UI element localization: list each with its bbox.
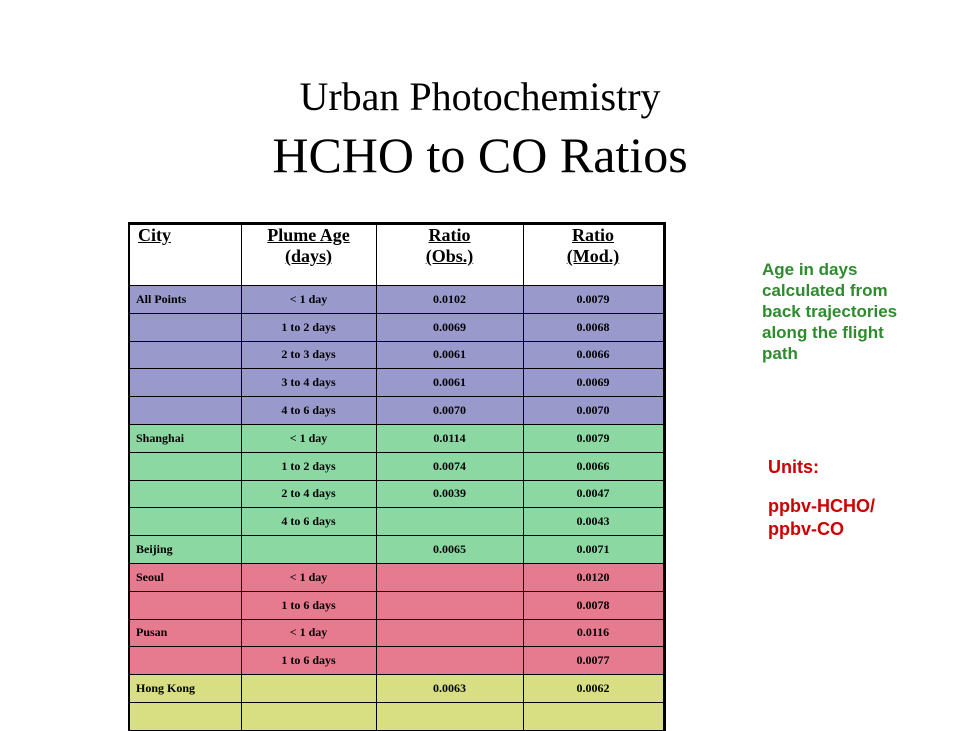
- table-row: [129, 675, 664, 703]
- header-plume-age-line-1: Plume Age: [267, 225, 350, 245]
- cell-plume-age: [241, 536, 376, 564]
- header-ratio-mod: [523, 224, 664, 286]
- units-value-line-1: ppbv-HCHO/: [768, 496, 875, 516]
- cell-ratio-mod: 0.0068: [523, 313, 664, 341]
- cell-ratio-mod: 0.0071: [523, 536, 664, 564]
- table-row: [129, 536, 664, 564]
- cell-city: [129, 591, 241, 619]
- header-ratio-obs-line-2: (Obs.): [425, 246, 474, 266]
- cell-city: [129, 369, 241, 397]
- table-row: [129, 591, 664, 619]
- cell-ratio-mod: [523, 702, 664, 730]
- cell-plume-age: 2 to 3 days: [241, 341, 376, 369]
- cell-plume-age: < 1 day: [241, 619, 376, 647]
- header-city-label: City: [138, 225, 171, 245]
- table-row: [129, 452, 664, 480]
- table-row: [129, 563, 664, 591]
- cell-plume-age: 1 to 2 days: [241, 452, 376, 480]
- cell-city: [129, 647, 241, 675]
- cell-ratio-obs: 0.0114: [376, 424, 523, 452]
- cell-city: [129, 452, 241, 480]
- header-ratio-obs-line-1: Ratio: [428, 225, 471, 245]
- cell-city: [129, 341, 241, 369]
- table-row: [129, 619, 664, 647]
- cell-ratio-obs: 0.0039: [376, 480, 523, 508]
- cell-ratio-mod: 0.0077: [523, 647, 664, 675]
- cell-plume-age: < 1 day: [241, 424, 376, 452]
- header-plume-age: [241, 224, 376, 286]
- cell-plume-age: 1 to 2 days: [241, 313, 376, 341]
- cell-plume-age: 3 to 4 days: [241, 369, 376, 397]
- cell-ratio-mod: 0.0079: [523, 424, 664, 452]
- cell-ratio-mod: 0.0062: [523, 675, 664, 703]
- cell-ratio-obs: 0.0070: [376, 397, 523, 425]
- cell-ratio-obs: 0.0061: [376, 341, 523, 369]
- table-row: [129, 424, 664, 452]
- cell-city: [129, 480, 241, 508]
- cell-plume-age: 4 to 6 days: [241, 508, 376, 536]
- title-line-1: Urban Photochemistry: [299, 74, 661, 119]
- cell-ratio-obs: 0.0102: [376, 286, 523, 314]
- age-note: Age in days calculated from back trajectories along the flight path: [762, 260, 898, 363]
- cell-plume-age: < 1 day: [241, 563, 376, 591]
- cell-plume-age: 2 to 4 days: [241, 480, 376, 508]
- table-row: [129, 313, 664, 341]
- table-row: [129, 480, 664, 508]
- table-row: [129, 508, 664, 536]
- cell-ratio-mod: 0.0066: [523, 452, 664, 480]
- units-value-line-2: ppbv-CO: [768, 519, 844, 539]
- table-row: [129, 647, 664, 675]
- cell-city: Shanghai: [129, 424, 241, 452]
- cell-ratio-obs: 0.0061: [376, 369, 523, 397]
- cell-city: Hong Kong: [129, 675, 241, 703]
- cell-city: [129, 313, 241, 341]
- table-row: [129, 369, 664, 397]
- title-line-2: HCHO to CO Ratios: [272, 127, 688, 183]
- header-ratio-obs: [376, 224, 523, 286]
- cell-city: Pusan: [129, 619, 241, 647]
- table-row-partial: [129, 702, 664, 730]
- cell-ratio-mod: 0.0070: [523, 397, 664, 425]
- cell-ratio-obs: [376, 508, 523, 536]
- cell-ratio-obs: 0.0074: [376, 452, 523, 480]
- cell-city: Beijing: [129, 536, 241, 564]
- cell-plume-age: 4 to 6 days: [241, 397, 376, 425]
- cell-ratio-mod: 0.0116: [523, 619, 664, 647]
- cell-ratio-obs: [376, 647, 523, 675]
- cell-city: [129, 508, 241, 536]
- ratio-table: [128, 222, 666, 731]
- units-label: Units:: [768, 457, 819, 477]
- cell-plume-age: 1 to 6 days: [241, 591, 376, 619]
- cell-ratio-obs: 0.0069: [376, 313, 523, 341]
- cell-city: All Points: [129, 286, 241, 314]
- cell-plume-age: [241, 702, 376, 730]
- header-ratio-mod-line-2: (Mod.): [566, 246, 620, 266]
- cell-ratio-obs: [376, 702, 523, 730]
- cell-ratio-mod: 0.0078: [523, 591, 664, 619]
- cell-ratio-obs: [376, 563, 523, 591]
- cell-city: [129, 702, 241, 730]
- cell-plume-age: [241, 675, 376, 703]
- header-city: [129, 224, 241, 286]
- cell-ratio-mod: 0.0066: [523, 341, 664, 369]
- cell-ratio-mod: 0.0079: [523, 286, 664, 314]
- table-row: [129, 341, 664, 369]
- header-ratio-mod-line-1: Ratio: [572, 225, 614, 245]
- cell-city: Seoul: [129, 563, 241, 591]
- cell-ratio-obs: [376, 591, 523, 619]
- table-row: [129, 286, 664, 314]
- cell-plume-age: < 1 day: [241, 286, 376, 314]
- cell-ratio-mod: 0.0120: [523, 563, 664, 591]
- cell-ratio-mod: 0.0069: [523, 369, 664, 397]
- cell-city: [129, 397, 241, 425]
- cell-ratio-obs: [376, 619, 523, 647]
- cell-ratio-obs: 0.0063: [376, 675, 523, 703]
- cell-ratio-mod: 0.0043: [523, 508, 664, 536]
- table-row: [129, 397, 664, 425]
- header-plume-age-line-2: (days): [284, 246, 332, 266]
- cell-plume-age: 1 to 6 days: [241, 647, 376, 675]
- table-header-row: [129, 224, 664, 286]
- units-value: [768, 495, 918, 541]
- cell-ratio-obs: 0.0065: [376, 536, 523, 564]
- cell-ratio-mod: 0.0047: [523, 480, 664, 508]
